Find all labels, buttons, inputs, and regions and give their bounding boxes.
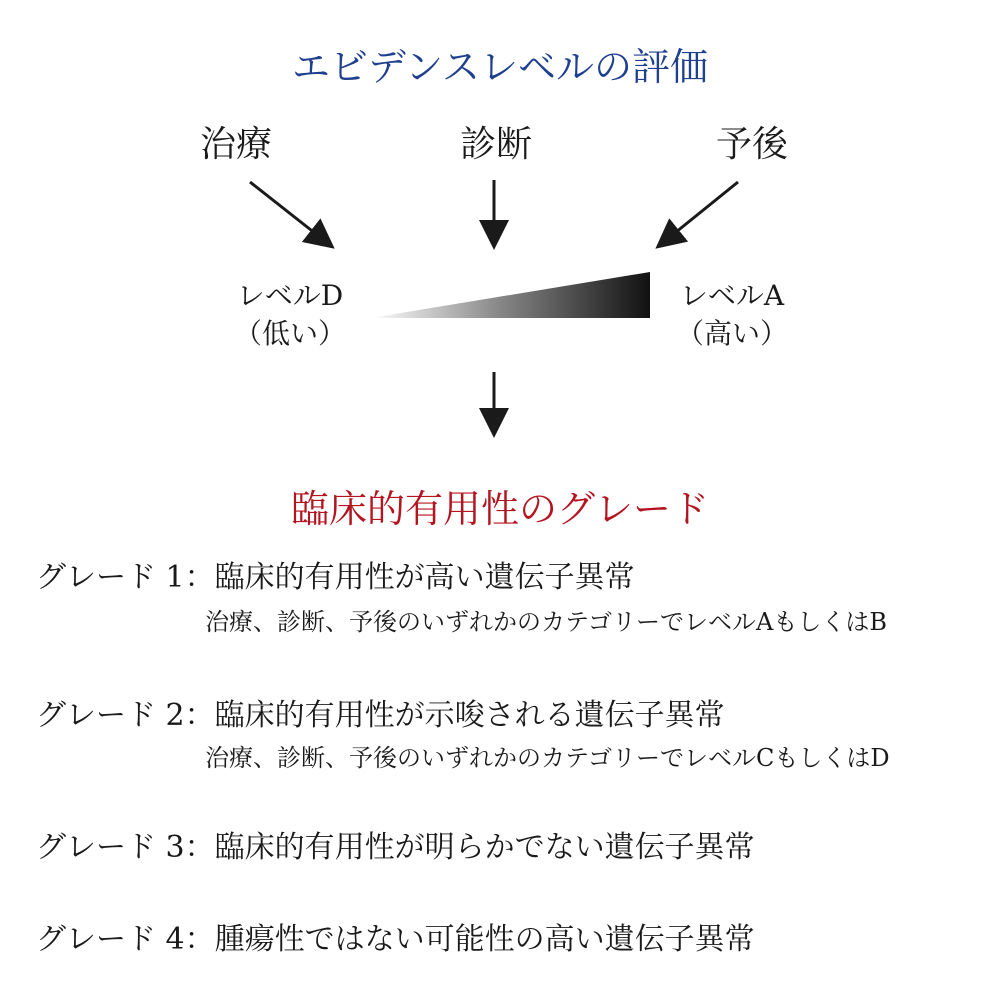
level-a-note: （高い） <box>675 317 788 350</box>
evidence-level-title: エビデンスレベルの評価 <box>291 45 709 89</box>
category-prognosis: 予後 <box>715 124 788 165</box>
grade-2-heading: グレード 2：臨床的有用性が示唆される遺伝子異常 <box>36 698 725 733</box>
arrow-treatment <box>250 182 330 245</box>
arrow-prognosis <box>660 182 738 245</box>
grade-2-description: 治療、診断、予後のいずれかのカテゴリーでレベルCもしくはD <box>205 744 890 772</box>
level-a-label: レベルA <box>679 279 785 312</box>
grade-4-heading: グレード 4：腫瘍性ではない可能性の高い遺伝子異常 <box>36 922 755 957</box>
level-d-label: レベルD <box>236 279 344 312</box>
clinical-utility-grade-title: 臨床的有用性のグレード <box>290 487 709 531</box>
grade-1-heading: グレード 1：臨床的有用性が高い遺伝子異常 <box>36 560 635 595</box>
grade-3-heading: グレード 3：臨床的有用性が明らかでない遺伝子異常 <box>36 830 755 865</box>
level-d-note: （低い） <box>233 317 346 350</box>
evidence-gradient-wedge <box>370 272 650 318</box>
grade-1-description: 治療、診断、予後のいずれかのカテゴリーでレベルAもしくはB <box>205 608 888 636</box>
category-treatment: 治療 <box>199 124 272 165</box>
category-diagnosis: 診断 <box>459 124 532 165</box>
